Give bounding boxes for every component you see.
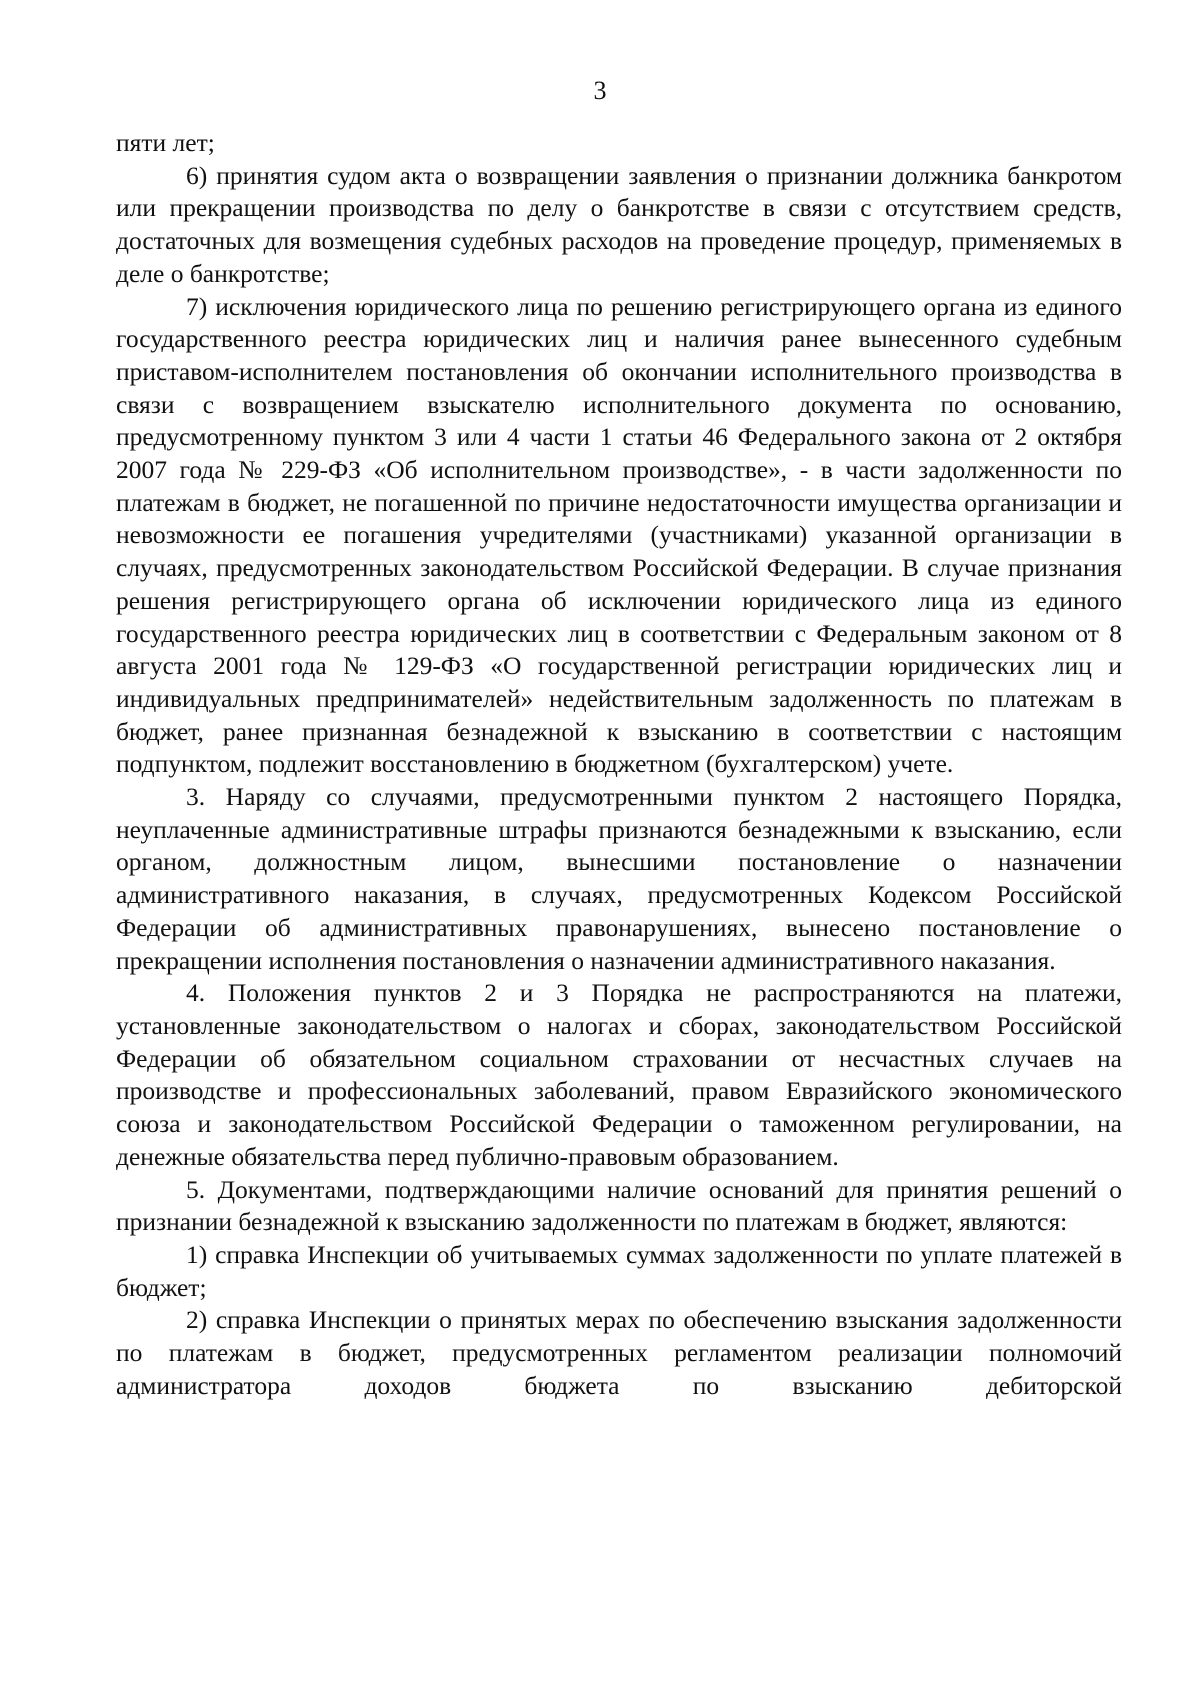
paragraph-clause-5: 5. Документами, подтверждающими наличие оснований для принятия решений о признании безнадежной к взысканию задолженности по платежам в бюджет, являются:	[116, 1174, 1122, 1237]
paragraph-subitem-2: 2) справка Инспекции о принятых мерах по обеспечению взыскания задолженности по платежам в бюджет, предусмотренных регламентом реализации полномочий администратора доходов бюджета по взысканию дебиторской	[116, 1305, 1122, 1400]
paragraph-subitem-1: 1) справка Инспекции об учитываемых суммах задолженности по уплате платежей в бюджет;	[116, 1239, 1122, 1302]
paragraph-clause-4: 4. Положения пунктов 2 и 3 Порядка не распространяются на платежи, установленные законодательством о налогах и сборах, законодательством Российской Федерации об обязательном социальном страховании от несчастных случаев на производстве и профессиональных заболеваний, правом Евразийского экономического союза и законодательством Российской Федерации о таможенном регулировании, на денежные обязательства перед публично-правовым образованием.	[116, 978, 1122, 1171]
paragraph-clause-3: 3. Наряду со случаями, предусмотренными пунктом 2 настоящего Порядка, неуплаченные административные штрафы признаются безнадежными к взысканию, если органом, должностным лицом, вынесшими постановление о назначении административного наказания, в случаях, предусмотренных Кодексом Российской Федерации об административных правонарушениях, вынесено постановление о прекращении исполнения постановления о назначении административного наказания.	[116, 782, 1122, 975]
document-body	[116, 127, 1122, 1402]
paragraph-item-6: 6) принятия судом акта о возвращении заявления о признании должника банкротом или прекращении производства по делу о банкротстве в связи с отсутствием средств, достаточных для возмещения судебных расходов на проведение процедур, применяемых в деле о банкротстве;	[116, 160, 1122, 288]
page-number: 3	[593, 76, 607, 105]
paragraph-continuation: пяти лет;	[116, 128, 215, 157]
paragraph-item-7: 7) исключения юридического лица по решению регистрирующего органа из единого государственного реестра юридических лиц и наличия ранее вынесенного судебным приставом-исполнителем постановления об окончании исполнительного производства в связи с возвращением взыскателю исполнительного документа по основанию, предусмотренному пунктом 3 или 4 части 1 статьи 46 Федерального закона от 2 октября 2007 года № 229-ФЗ «Об исполнительном производстве», - в части задолженности по платежам в бюджет, не погашенной по причине недостаточности имущества организации и невозможности ее погашения учредителями (участниками) указанной организации в случаях, предусмотренных законодательством Российской Федерации. В случае признания решения регистрирующего органа об исключении юридического лица из единого государственного реестра юридических лиц в соответствии с Федеральным законом от 8 августа 2001 года № 129-ФЗ «О государственной регистрации юридических лиц и индивидуальных предпринимателей» недействительным задолженность по платежам в бюджет, ранее признанная безнадежной к взысканию в соответствии с настоящим подпунктом, подлежит восстановлению в бюджетном (бухгалтерском) учете.	[116, 291, 1122, 779]
